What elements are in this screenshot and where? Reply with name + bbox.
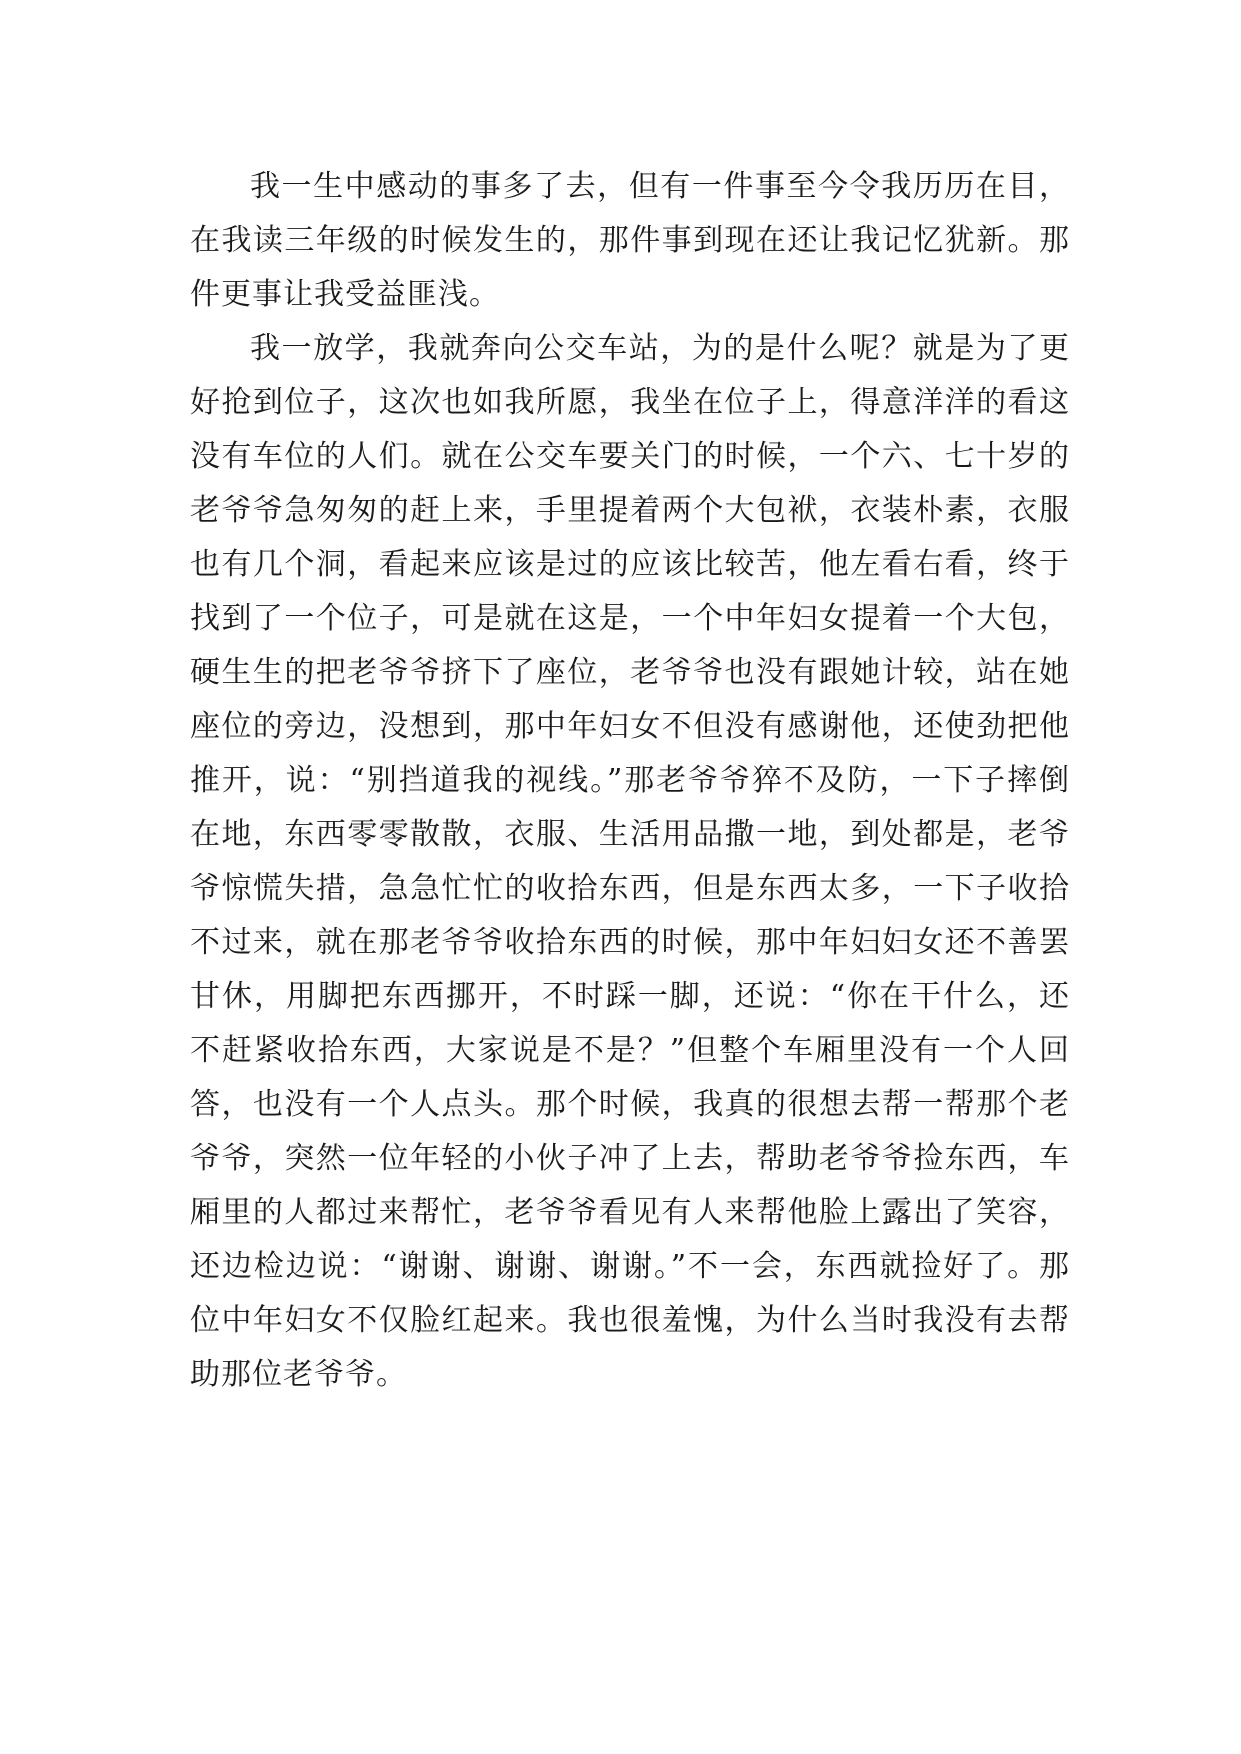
paragraph-2: 我一放学，我就奔向公交车站，为的是什么呢？就是为了更好抢到位子，这次也如我所愿，我坐在位子上，得意洋洋的看这没有车位的人们。就在公交车要关门的时候，一个六、七十岁的老爷爷急匆匆的赶上来，手里提着两个大包袱，衣装朴素，衣服也有几个洞，看起来应该是过的应该比较苦，他左看右看，终于找到了一个位子，可是就在这是，一个中年妇女提着一个大包，硬生生的把老爷爷挤下了座位，老爷爷也没有跟她计较，站在她座位的旁边，没想到，那中年妇女不但没有感谢他，还使劲把他推开，说：“别挡道我的视线。”那老爷爷猝不及防，一下子摔倒在地，东西零零散散，衣服、生活用品撒一地，到处都是，老爷爷惊慌失措，急急忙忙的收拾东西，但是东西太多，一下子收拾不过来，就在那老爷爷收拾东西的时候，那中年妇妇女还不善罢甘休，用脚把东西挪开，不时踩一脚，还说：“你在干什么，还不赶紧收拾东西，大家说是不是？”但整个车厢里没有一个人回答，也没有一个人点头。那个时候，我真的很想去帮一帮那个老爷爷，突然一位年轻的小伙子冲了上去，帮助老爷爷捡东西，车厢里的人都过来帮忙，老爷爷看见有人来帮他脸上露出了笑容，还边检边说：“谢谢、谢谢、谢谢。”不一会，东西就捡好了。那位中年妇女不仅脸红起来。我也很羞愧，为什么当时我没有去帮助那位老爷爷。 xyxy=(190,331,1070,1392)
document-body xyxy=(190,160,1070,1402)
paragraph-1: 我一生中感动的事多了去，但有一件事至今令我历历在目，在我读三年级的时候发生的，那件事到现在还让我记忆犹新。那件更事让我受益匪浅。 xyxy=(190,169,1070,312)
